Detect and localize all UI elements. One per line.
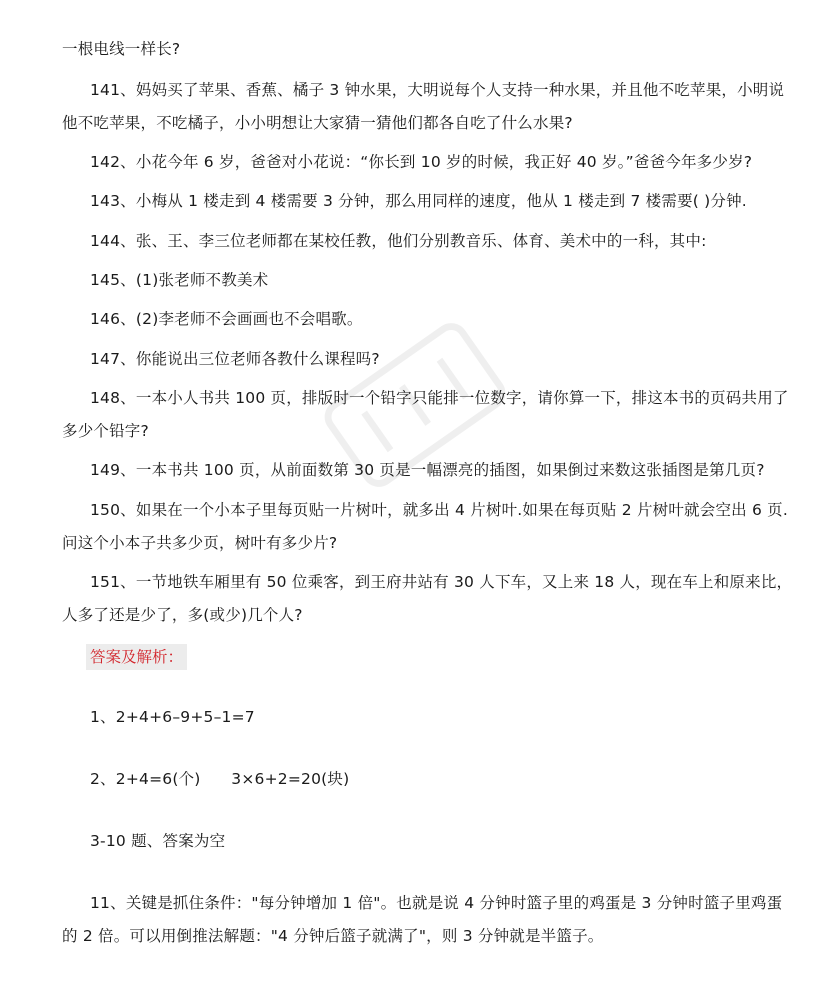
text-line: 的 2 倍。可以用倒推法解题："4 分钟后篮子就满了"，则 3 分钟就是半篮子。: [62, 927, 604, 945]
answer-3-10: 3-10 题、答案为空: [90, 832, 226, 850]
question-151: 151、一节地铁车厢里有 50 位乘客，到王府井站有 30 人下车，又上来 18 人，现在车上和原来比，: [90, 573, 793, 591]
text-line: 问这个小本子共多少页，树叶有多少片?: [62, 534, 338, 552]
question-145: 145、(1)张老师不教美术: [90, 271, 269, 289]
question-146: 146、(2)李老师不会画画也不会唱歌。: [90, 310, 363, 328]
text-line: 多少个铅字?: [62, 422, 149, 440]
question-143: 143、小梅从 1 楼走到 4 楼需要 3 分钟，那么用同样的速度，他从 1 楼走到 7 楼需要( )分钟.: [90, 192, 747, 210]
question-144: 144、张、王、李三位老师都在某校任教，他们分别教音乐、体育、美术中的一科，其中:: [90, 232, 707, 250]
text-line: 一根电线一样长?: [62, 40, 181, 58]
answer-2: 2、2+4=6(个) 3×6+2=20(块): [90, 770, 350, 788]
answer-heading: 答案及解析：: [86, 644, 187, 670]
question-148: 148、一本小人书共 100 页，排版时一个铅字只能排一位数字，请你算一下，排这本书的页码共用了: [90, 389, 789, 407]
text-line: 人多了还是少了，多(或少)几个人?: [62, 606, 303, 624]
question-141: 141、妈妈买了苹果、香蕉、橘子 3 钟水果，大明说每个人支持一种水果，并且他不吃苹果，小明说: [90, 81, 785, 99]
question-147: 147、你能说出三位老师各教什么课程吗?: [90, 350, 380, 368]
answer-1: 1、2+4+6–9+5–1=7: [90, 708, 255, 726]
answer-11: 11、关键是抓住条件："每分钟增加 1 倍"。也就是说 4 分钟时篮子里的鸡蛋是 3 分钟时篮子里鸡蛋: [90, 894, 783, 912]
text-line: 他不吃苹果，不吃橘子，小小明想让大家猜一猜他们都各自吃了什么水果?: [62, 114, 573, 132]
question-150: 150、如果在一个小本子里每页贴一片树叶，就多出 4 片树叶.如果在每页贴 2 片树叶就会空出 6 页.: [90, 501, 788, 519]
question-149: 149、一本书共 100 页，从前面数第 30 页是一幅漂亮的插图，如果倒过来数这张插图是第几页?: [90, 461, 765, 479]
question-142: 142、小花今年 6 岁，爸爸对小花说：“你长到 10 岁的时候，我正好 40 岁。”爸爸今年多少岁?: [90, 153, 753, 171]
